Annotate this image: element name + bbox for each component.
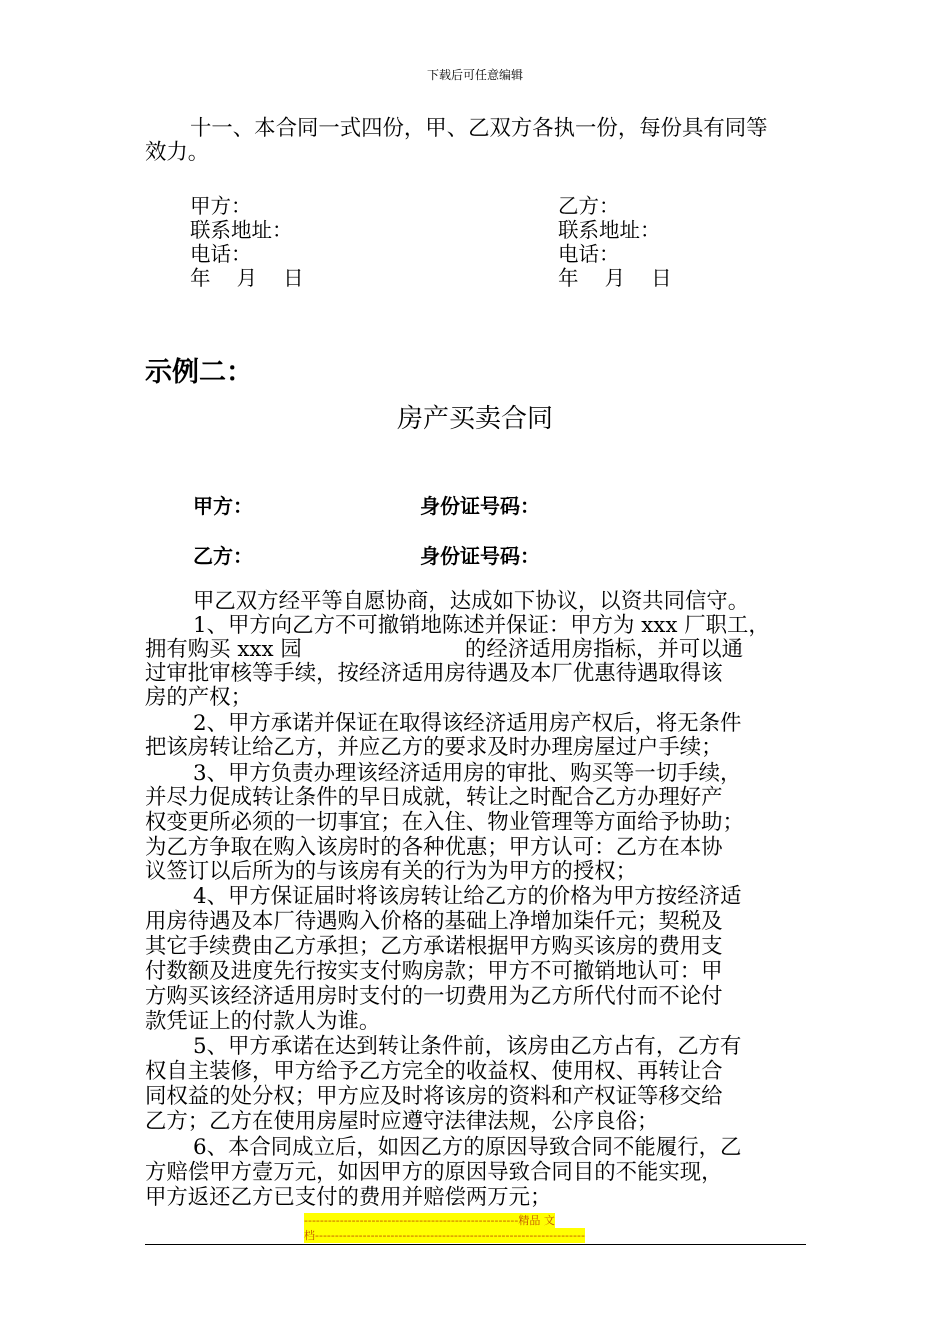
body-line: 付数额及进度先行按实支付购房款；甲方不可撤销地认可：甲 — [145, 959, 723, 984]
party-b-address-label: 联系地址： — [558, 218, 661, 242]
party-a-date-label: 年 月 日 — [190, 266, 304, 290]
body-line: 用房待遇及本厂待遇购入价格的基础上净增加柒仟元；契税及 — [145, 909, 723, 934]
header-note: 下载后可任意编辑 — [426, 68, 523, 82]
body-line: 议签订以后所为的与该房有关的行为为甲方的授权； — [145, 859, 637, 884]
body-line: 2、甲方承诺并保证在取得该经济适用房产权后，将无条件 — [193, 711, 742, 736]
body-line: 其它手续费由乙方承担；乙方承诺根据甲方购买该房的费用支 — [145, 934, 723, 959]
body-line: 方赔偿甲方壹万元，如因甲方的原因导致合同目的不能实现， — [145, 1160, 723, 1185]
signature-party-a — [190, 194, 304, 290]
body-line: 6、本合同成立后，如因乙方的原因导致合同不能履行，乙 — [193, 1135, 742, 1160]
body-line: 并尽力促成转让条件的早日成就，转让之时配合乙方办理好产 — [145, 785, 723, 810]
party-a-label: 甲方： — [190, 194, 252, 218]
clause-11-line-1: 十一、本合同一式四份，甲、乙双方各执一份，每份具有同等 — [190, 116, 768, 141]
body-line: 拥有购买 xxx 园 的经济适用房指标，并可以通 — [145, 637, 744, 662]
body-line: 权变更所必须的一切事宜；在入住、物业管理等方面给予协助； — [145, 810, 744, 835]
body-line: 房的产权； — [145, 685, 252, 710]
party-b-id-label: 身份证号码： — [420, 544, 540, 568]
body-line: 甲方返还乙方已支付的费用并赔偿两万元； — [145, 1185, 552, 1210]
party-b-phone-label: 电话： — [558, 242, 620, 266]
party-a-field-label: 甲方： — [193, 494, 253, 518]
body-line: 4、甲方保证届时将该房转让给乙方的价格为甲方按经济适 — [193, 884, 742, 909]
party-b-field-label: 乙方： — [193, 544, 253, 568]
footer-banner-line-2: 档-------------------------------------------------------------------- — [304, 1229, 585, 1242]
party-a-phone-label: 电话： — [190, 242, 252, 266]
party-b-date-label: 年 月 日 — [558, 266, 672, 290]
body-line: 5、甲方承诺在达到转让条件前，该房由乙方占有，乙方有 — [193, 1034, 742, 1059]
body-line: 过审批审核等手续，按经济适用房待遇及本厂优惠待遇取得该 — [145, 661, 723, 686]
body-line: 1、甲方向乙方不可撤销地陈述并保证：甲方为 xxx 厂职工， — [193, 613, 770, 638]
party-a-id-label: 身份证号码： — [420, 494, 540, 518]
footer-rule — [145, 1244, 806, 1245]
signature-party-b — [558, 194, 672, 290]
body-line: 3、甲方负责办理该经济适用房的审批、购买等一切手续， — [193, 761, 742, 786]
body-line: 款凭证上的付款人为谁。 — [145, 1009, 381, 1034]
body-line: 乙方；乙方在使用房屋时应遵守法律法规，公序良俗； — [145, 1109, 659, 1134]
body-line: 同权益的处分权；甲方应及时将该房的资料和产权证等移交给 — [145, 1084, 723, 1109]
body-line: 把该房转让给乙方，并应乙方的要求及时办理房屋过户手续； — [145, 735, 723, 760]
party-a-address-label: 联系地址： — [190, 218, 293, 242]
body-line: 为乙方争取在购入该房时的各种优惠；甲方认可：乙方在本协 — [145, 835, 723, 860]
contract-title: 房产买卖合同 — [396, 404, 553, 434]
body-line: 方购买该经济适用房时支付的一切费用为乙方所代付而不论付 — [145, 984, 723, 1009]
clause-11-line-2: 效力。 — [145, 140, 210, 165]
body-line: 甲乙双方经平等自愿协商，达成如下协议，以资共同信守。 — [193, 589, 750, 614]
example-title: 示例二： — [145, 357, 253, 388]
footer-banner-line-1: ------------------------------------------------------精品 文 — [304, 1214, 555, 1227]
party-b-label: 乙方： — [558, 194, 620, 218]
body-line: 权自主装修，甲方给予乙方完全的收益权、使用权、再转让合 — [145, 1059, 723, 1084]
